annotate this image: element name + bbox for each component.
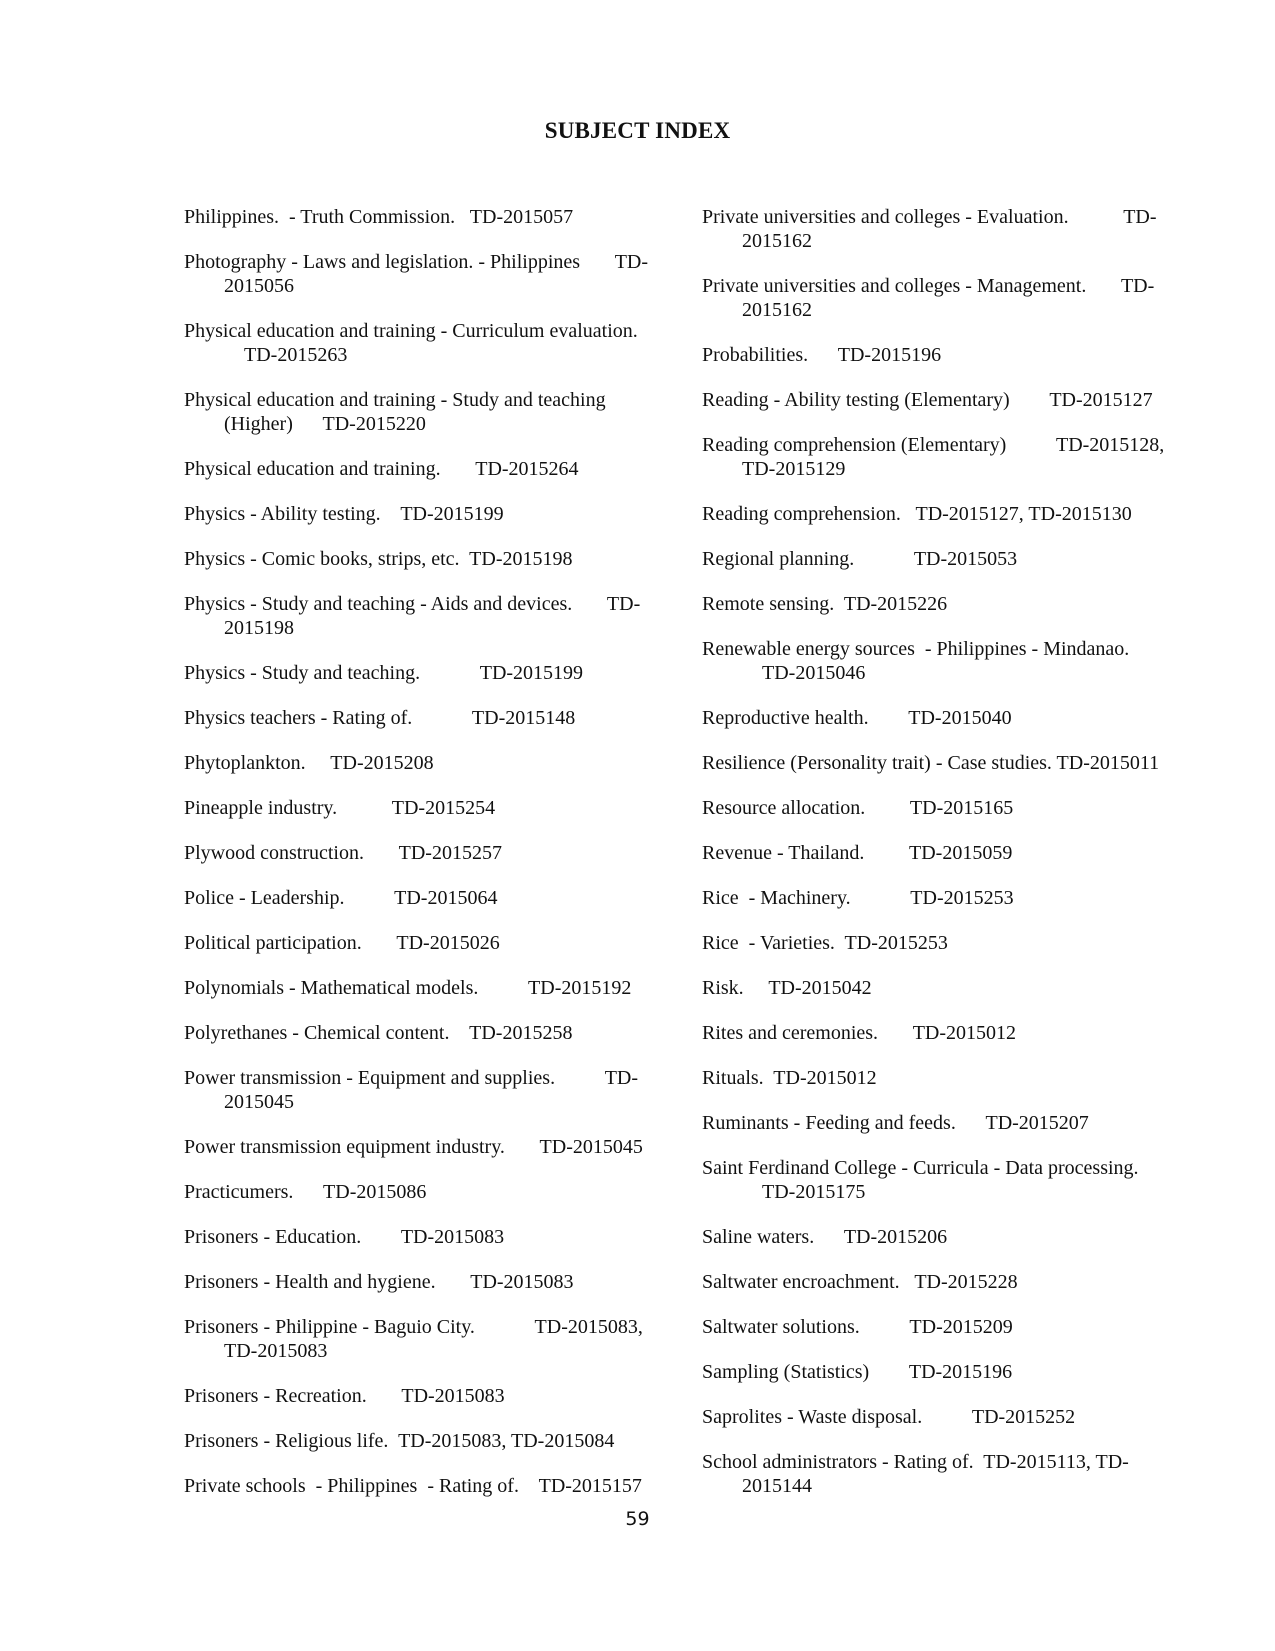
index-entry (702, 931, 1182, 955)
index-entry (702, 592, 1182, 616)
index-entry (184, 1474, 664, 1498)
index-entry (184, 547, 664, 571)
index-entry (702, 976, 1182, 1000)
index-entry-line: Phytoplankton. TD-2015208 (184, 752, 434, 774)
index-entry (184, 1135, 664, 1159)
index-entry-line: Physical education and training. TD-2015264 (184, 458, 579, 480)
index-entry-continuation: 2015045 (224, 1091, 294, 1113)
index-entry-line: Renewable energy sources - Philippines - Mindanao. (702, 638, 1130, 660)
index-entry (184, 1315, 664, 1363)
index-entry (184, 1384, 664, 1408)
index-entry-line: Physics - Study and teaching - Aids and devices. TD- (184, 593, 641, 615)
index-entry-line: Resilience (Personality trait) - Case studies. TD-2015011 (702, 752, 1160, 774)
index-entry-line: Sampling (Statistics) TD-2015196 (702, 1361, 1013, 1383)
index-entry (702, 388, 1182, 412)
index-entry-line: Polyrethanes - Chemical content. TD-2015258 (184, 1022, 573, 1044)
index-entry-line: Physics - Study and teaching. TD-2015199 (184, 662, 584, 684)
index-entry (184, 751, 664, 775)
index-entry (702, 1405, 1182, 1429)
index-entry-line: Saprolites - Waste disposal. TD-2015252 (702, 1406, 1076, 1428)
index-entry-continuation: 2015162 (742, 230, 812, 252)
index-entry-line: Remote sensing. TD-2015226 (702, 593, 948, 615)
index-entry-line: Power transmission equipment industry. TD-2015045 (184, 1136, 643, 1158)
index-entry-line: Political participation. TD-2015026 (184, 932, 500, 954)
index-entry-line: Physics - Comic books, strips, etc. TD-2015198 (184, 548, 573, 570)
index-entry-line: Police - Leadership. TD-2015064 (184, 887, 498, 909)
right-column (702, 205, 1182, 1519)
index-entry (184, 205, 664, 229)
index-entry-line: Reading comprehension (Elementary) TD-2015128, (702, 434, 1165, 456)
index-entry (702, 637, 1182, 685)
index-entry-line: Private universities and colleges - Evaluation. TD- (702, 206, 1157, 228)
index-entry (702, 1315, 1182, 1339)
index-entry (702, 1225, 1182, 1249)
index-entry-line: Reading comprehension. TD-2015127, TD-2015130 (702, 503, 1132, 525)
index-entry (702, 1021, 1182, 1045)
index-entry (702, 502, 1182, 526)
index-entry (702, 1156, 1182, 1204)
index-entry-continuation: (Higher) TD-2015220 (224, 413, 426, 435)
index-entry-line: Plywood construction. TD-2015257 (184, 842, 502, 864)
index-entry-continuation: TD-2015263 (224, 344, 348, 366)
index-entry-line: Risk. TD-2015042 (702, 977, 872, 999)
index-entry (702, 1066, 1182, 1090)
index-entry (184, 250, 664, 298)
index-entry-line: Reproductive health. TD-2015040 (702, 707, 1012, 729)
index-entry-continuation: TD-2015046 (742, 662, 866, 684)
index-entry-line: Physics - Ability testing. TD-2015199 (184, 503, 504, 525)
index-entry-line: Revenue - Thailand. TD-2015059 (702, 842, 1013, 864)
page-title: SUBJECT INDEX (544, 118, 731, 143)
index-entry-line: Practicumers. TD-2015086 (184, 1181, 427, 1203)
index-entry-line: Saltwater solutions. TD-2015209 (702, 1316, 1013, 1338)
index-entry (184, 661, 664, 685)
index-entry (184, 388, 664, 436)
index-entry-line: Ruminants - Feeding and feeds. TD-2015207 (702, 1112, 1089, 1134)
index-entry (702, 205, 1182, 253)
index-entry (702, 1270, 1182, 1294)
index-entry-continuation: 2015056 (224, 275, 294, 297)
index-entry (184, 976, 664, 1000)
index-entry (184, 841, 664, 865)
index-entry-line: Private universities and colleges - Management. TD- (702, 275, 1155, 297)
index-entry-continuation: 2015144 (742, 1475, 812, 1497)
index-entry (702, 1450, 1182, 1498)
index-entry (184, 457, 664, 481)
index-entry (184, 1270, 664, 1294)
index-entry-line: Probabilities. TD-2015196 (702, 344, 942, 366)
index-entry-line: Saint Ferdinand College - Curricula - Data processing. (702, 1157, 1139, 1179)
index-entry-line: Power transmission - Equipment and supplies. TD- (184, 1067, 639, 1089)
index-entry (702, 274, 1182, 322)
index-entry (702, 886, 1182, 910)
index-entry (184, 592, 664, 640)
index-entry-line: School administrators - Rating of. TD-2015113, TD- (702, 1451, 1129, 1473)
index-entry (184, 796, 664, 820)
index-entry-line: Reading - Ability testing (Elementary) TD-2015127 (702, 389, 1153, 411)
index-entry (702, 1360, 1182, 1384)
index-entry (702, 343, 1182, 367)
index-entry (184, 1225, 664, 1249)
index-entry-line: Rice - Machinery. TD-2015253 (702, 887, 1014, 909)
index-entry-line: Philippines. - Truth Commission. TD-2015057 (184, 206, 574, 228)
index-entry-line: Private schools - Philippines - Rating of. TD-2015157 (184, 1475, 642, 1497)
index-entry-line: Photography - Laws and legislation. - Philippines TD- (184, 251, 649, 273)
index-entry (702, 706, 1182, 730)
index-entry-line: Saline waters. TD-2015206 (702, 1226, 948, 1248)
index-entry (702, 841, 1182, 865)
index-entry-line: Saltwater encroachment. TD-2015228 (702, 1271, 1018, 1293)
index-entry-line: Physical education and training - Study and teaching (184, 389, 606, 411)
index-entry (184, 319, 664, 367)
index-entry-line: Physics teachers - Rating of. TD-2015148 (184, 707, 576, 729)
index-entry (184, 886, 664, 910)
index-entry (702, 547, 1182, 571)
index-entry-line: Rice - Varieties. TD-2015253 (702, 932, 948, 954)
index-entry (184, 1180, 664, 1204)
index-entry-line: Pineapple industry. TD-2015254 (184, 797, 496, 819)
index-entry-line: Resource allocation. TD-2015165 (702, 797, 1014, 819)
index-entry (184, 1066, 664, 1114)
index-entry (184, 1021, 664, 1045)
index-entry (184, 502, 664, 526)
left-column (184, 205, 664, 1519)
index-entry-line: Prisoners - Education. TD-2015083 (184, 1226, 505, 1248)
index-entry-line: Regional planning. TD-2015053 (702, 548, 1018, 570)
index-entry-continuation: 2015198 (224, 617, 294, 639)
index-entry-line: Rites and ceremonies. TD-2015012 (702, 1022, 1017, 1044)
index-entry-line: Prisoners - Philippine - Baguio City. TD-2015083, (184, 1316, 643, 1338)
index-entry-continuation: TD-2015083 (224, 1340, 328, 1362)
index-entry-line: Prisoners - Religious life. TD-2015083, TD-2015084 (184, 1430, 615, 1452)
index-entry-line: Prisoners - Recreation. TD-2015083 (184, 1385, 505, 1407)
index-entry-line: Prisoners - Health and hygiene. TD-2015083 (184, 1271, 574, 1293)
index-entry-continuation: TD-2015175 (742, 1181, 866, 1203)
index-entry (184, 706, 664, 730)
index-entry-line: Rituals. TD-2015012 (702, 1067, 877, 1089)
index-entry-continuation: 2015162 (742, 299, 812, 321)
index-entry-line: Physical education and training - Curriculum evaluation. (184, 320, 638, 342)
index-entry (184, 1429, 664, 1453)
index-entry (702, 751, 1182, 775)
index-entry (702, 796, 1182, 820)
index-entry (702, 433, 1182, 481)
index-entry (184, 931, 664, 955)
index-entry-line: Polynomials - Mathematical models. TD-2015192 (184, 977, 632, 999)
page-number: 59 (625, 1508, 650, 1530)
index-entry (702, 1111, 1182, 1135)
index-entry-continuation: TD-2015129 (742, 458, 846, 480)
